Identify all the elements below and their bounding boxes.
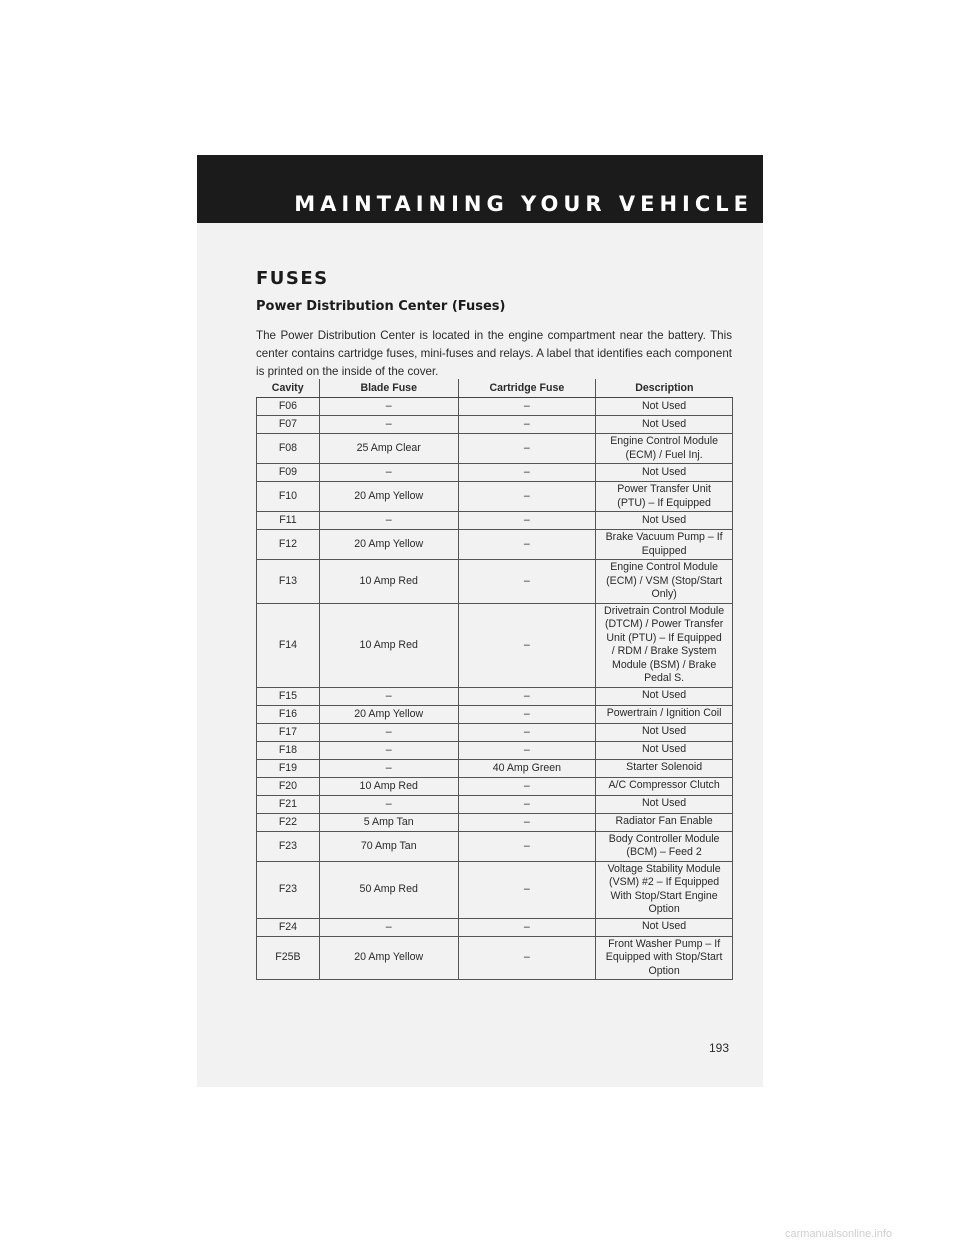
- col-header-cavity: Cavity: [257, 379, 320, 398]
- description-cell: [596, 813, 733, 831]
- description-cell: [596, 687, 733, 705]
- cartridge-fuse-cell: –: [458, 464, 596, 482]
- description-line: Equipped: [641, 544, 687, 557]
- description-cell: [596, 795, 733, 813]
- table-row: [257, 918, 733, 936]
- description-line: Not Used: [642, 513, 687, 526]
- description-cell: [596, 603, 733, 687]
- description-line: Only): [651, 588, 677, 600]
- description-line: (VSM) #2 – If Equipped: [609, 876, 720, 888]
- description-line: Option: [648, 964, 680, 977]
- blade-fuse-cell: –: [319, 512, 458, 530]
- cartridge-fuse-cell: –: [458, 705, 596, 723]
- description-line: Starter Solenoid: [626, 761, 703, 774]
- description-line: Voltage Stability Module: [607, 862, 721, 875]
- blade-fuse-cell: –: [319, 416, 458, 434]
- blade-fuse-cell: –: [319, 723, 458, 741]
- blade-fuse-cell: 10 Amp Red: [319, 603, 458, 687]
- col-header-description: Description: [596, 379, 733, 398]
- description-line: Not Used: [642, 465, 687, 478]
- cavity-cell: F24: [257, 918, 320, 936]
- cartridge-fuse-cell: –: [458, 918, 596, 936]
- blade-fuse-cell: 10 Amp Red: [319, 560, 458, 604]
- description-cell: [596, 434, 733, 464]
- chapter-title: MAINTAINING YOUR VEHICLE: [294, 192, 753, 216]
- description-line: (ECM) / Fuel Inj.: [625, 448, 703, 461]
- cavity-cell: F15: [257, 687, 320, 705]
- cavity-cell: F11: [257, 512, 320, 530]
- description-line: Not Used: [642, 399, 687, 412]
- table-row: [257, 687, 733, 705]
- cavity-cell: F14: [257, 603, 320, 687]
- cartridge-fuse-cell: 40 Amp Green: [458, 759, 596, 777]
- description-line: Module (BSM) / Brake: [612, 658, 717, 671]
- fuse-table: [256, 379, 733, 980]
- blade-fuse-cell: –: [319, 918, 458, 936]
- cavity-cell: F06: [257, 398, 320, 416]
- table-header-row: [257, 379, 733, 398]
- table-row: [257, 603, 733, 687]
- cartridge-fuse-cell: –: [458, 831, 596, 861]
- table-row: [257, 759, 733, 777]
- description-cell: [596, 861, 733, 918]
- blade-fuse-cell: 5 Amp Tan: [319, 813, 458, 831]
- description-line: Option: [648, 903, 680, 915]
- cavity-cell: F18: [257, 741, 320, 759]
- intro-paragraph: The Power Distribution Center is located in the engine compartment near the battery. This center contains cartridge fuses, mini-fuses and relays. A label that identifies each component is printed on the inside of the cover.: [256, 329, 732, 378]
- blade-fuse-cell: 50 Amp Red: [319, 861, 458, 918]
- description-line: Powertrain / Ignition Coil: [606, 707, 722, 720]
- description-cell: [596, 741, 733, 759]
- table-row: [257, 416, 733, 434]
- description-line: Engine Control Module: [610, 561, 718, 573]
- cavity-cell: F07: [257, 416, 320, 434]
- cavity-cell: F17: [257, 723, 320, 741]
- description-cell: [596, 560, 733, 604]
- description-cell: [596, 918, 733, 936]
- description-cell: [596, 482, 733, 512]
- description-line: Not Used: [642, 920, 687, 933]
- table-row: [257, 831, 733, 861]
- subsection-title: Power Distribution Center (Fuses): [256, 299, 506, 314]
- blade-fuse-cell: –: [319, 398, 458, 416]
- description-line: Drivetrain Control Module: [604, 604, 725, 617]
- cavity-cell: F22: [257, 813, 320, 831]
- cartridge-fuse-cell: –: [458, 723, 596, 741]
- description-cell: [596, 831, 733, 861]
- table-row: [257, 741, 733, 759]
- section-title: FUSES: [256, 268, 329, 289]
- cavity-cell: F16: [257, 705, 320, 723]
- description-line: Not Used: [642, 417, 687, 430]
- description-line: Pedal S.: [644, 672, 685, 684]
- table-row: [257, 512, 733, 530]
- description-line: Body Controller Module: [608, 832, 720, 845]
- cartridge-fuse-cell: –: [458, 512, 596, 530]
- page-number: 193: [708, 1041, 729, 1055]
- blade-fuse-cell: –: [319, 759, 458, 777]
- description-cell: [596, 723, 733, 741]
- cavity-cell: F10: [257, 482, 320, 512]
- manual-page: [197, 155, 763, 1087]
- description-line: Not Used: [642, 689, 687, 702]
- table-row: [257, 434, 733, 464]
- cavity-cell: F08: [257, 434, 320, 464]
- cavity-cell: F09: [257, 464, 320, 482]
- table-row: [257, 813, 733, 831]
- description-cell: [596, 705, 733, 723]
- description-line: (PTU) – If Equipped: [617, 496, 711, 509]
- description-line: Not Used: [642, 743, 687, 756]
- cavity-cell: F23: [257, 831, 320, 861]
- table-body: [257, 398, 733, 980]
- blade-fuse-cell: –: [319, 795, 458, 813]
- cartridge-fuse-cell: –: [458, 530, 596, 560]
- description-line: Not Used: [642, 797, 687, 810]
- blade-fuse-cell: 20 Amp Yellow: [319, 530, 458, 560]
- table-row: [257, 482, 733, 512]
- table-row: [257, 398, 733, 416]
- table-row: [257, 464, 733, 482]
- cartridge-fuse-cell: –: [458, 861, 596, 918]
- description-line: Front Washer Pump – If: [608, 937, 721, 950]
- cavity-cell: F20: [257, 777, 320, 795]
- cavity-cell: F13: [257, 560, 320, 604]
- description-line: (ECM) / VSM (Stop/Start: [606, 574, 723, 587]
- blade-fuse-cell: –: [319, 741, 458, 759]
- description-line: (DTCM) / Power Transfer: [604, 618, 724, 630]
- cavity-cell: F12: [257, 530, 320, 560]
- description-line: Brake Vacuum Pump – If: [605, 531, 723, 543]
- description-cell: [596, 512, 733, 530]
- table-row: [257, 795, 733, 813]
- description-cell: [596, 416, 733, 434]
- cartridge-fuse-cell: –: [458, 936, 596, 980]
- description-line: Radiator Fan Enable: [615, 815, 713, 828]
- cavity-cell: F25B: [257, 936, 320, 980]
- description-cell: [596, 759, 733, 777]
- cartridge-fuse-cell: –: [458, 416, 596, 434]
- description-line: Power Transfer Unit: [617, 483, 711, 495]
- blade-fuse-cell: –: [319, 687, 458, 705]
- blade-fuse-cell: 20 Amp Yellow: [319, 482, 458, 512]
- description-line: Equipped with Stop/Start: [605, 951, 723, 963]
- cartridge-fuse-cell: –: [458, 777, 596, 795]
- blade-fuse-cell: –: [319, 464, 458, 482]
- blade-fuse-cell: 70 Amp Tan: [319, 831, 458, 861]
- cartridge-fuse-cell: –: [458, 434, 596, 464]
- cartridge-fuse-cell: –: [458, 741, 596, 759]
- description-line: Engine Control Module: [610, 435, 718, 447]
- description-line: / RDM / Brake System: [611, 645, 717, 657]
- table-row: [257, 861, 733, 918]
- cavity-cell: F21: [257, 795, 320, 813]
- description-cell: [596, 777, 733, 795]
- header-band: [197, 155, 763, 223]
- description-line: With Stop/Start Engine: [610, 889, 718, 902]
- table-row: [257, 705, 733, 723]
- table-row: [257, 530, 733, 560]
- table-row: [257, 777, 733, 795]
- cavity-cell: F23: [257, 861, 320, 918]
- description-cell: [596, 936, 733, 980]
- description-line: A/C Compressor Clutch: [608, 779, 720, 792]
- description-line: Unit (PTU) – If Equipped: [606, 631, 722, 644]
- description-line: Not Used: [642, 725, 687, 738]
- watermark: carmanualsonline.info: [785, 1228, 893, 1240]
- description-cell: [596, 530, 733, 560]
- blade-fuse-cell: 20 Amp Yellow: [319, 936, 458, 980]
- cartridge-fuse-cell: –: [458, 603, 596, 687]
- cartridge-fuse-cell: –: [458, 813, 596, 831]
- cartridge-fuse-cell: –: [458, 560, 596, 604]
- description-cell: [596, 398, 733, 416]
- table-row: [257, 560, 733, 604]
- cavity-cell: F19: [257, 759, 320, 777]
- col-header-cartridge-fuse: Cartridge Fuse: [458, 379, 596, 398]
- blade-fuse-cell: 25 Amp Clear: [319, 434, 458, 464]
- col-header-blade-fuse: Blade Fuse: [319, 379, 458, 398]
- cartridge-fuse-cell: –: [458, 687, 596, 705]
- description-line: (BCM) – Feed 2: [626, 846, 702, 858]
- cartridge-fuse-cell: –: [458, 482, 596, 512]
- table-row: [257, 723, 733, 741]
- blade-fuse-cell: 10 Amp Red: [319, 777, 458, 795]
- cartridge-fuse-cell: –: [458, 398, 596, 416]
- blade-fuse-cell: 20 Amp Yellow: [319, 705, 458, 723]
- cartridge-fuse-cell: –: [458, 795, 596, 813]
- table-row: [257, 936, 733, 980]
- description-cell: [596, 464, 733, 482]
